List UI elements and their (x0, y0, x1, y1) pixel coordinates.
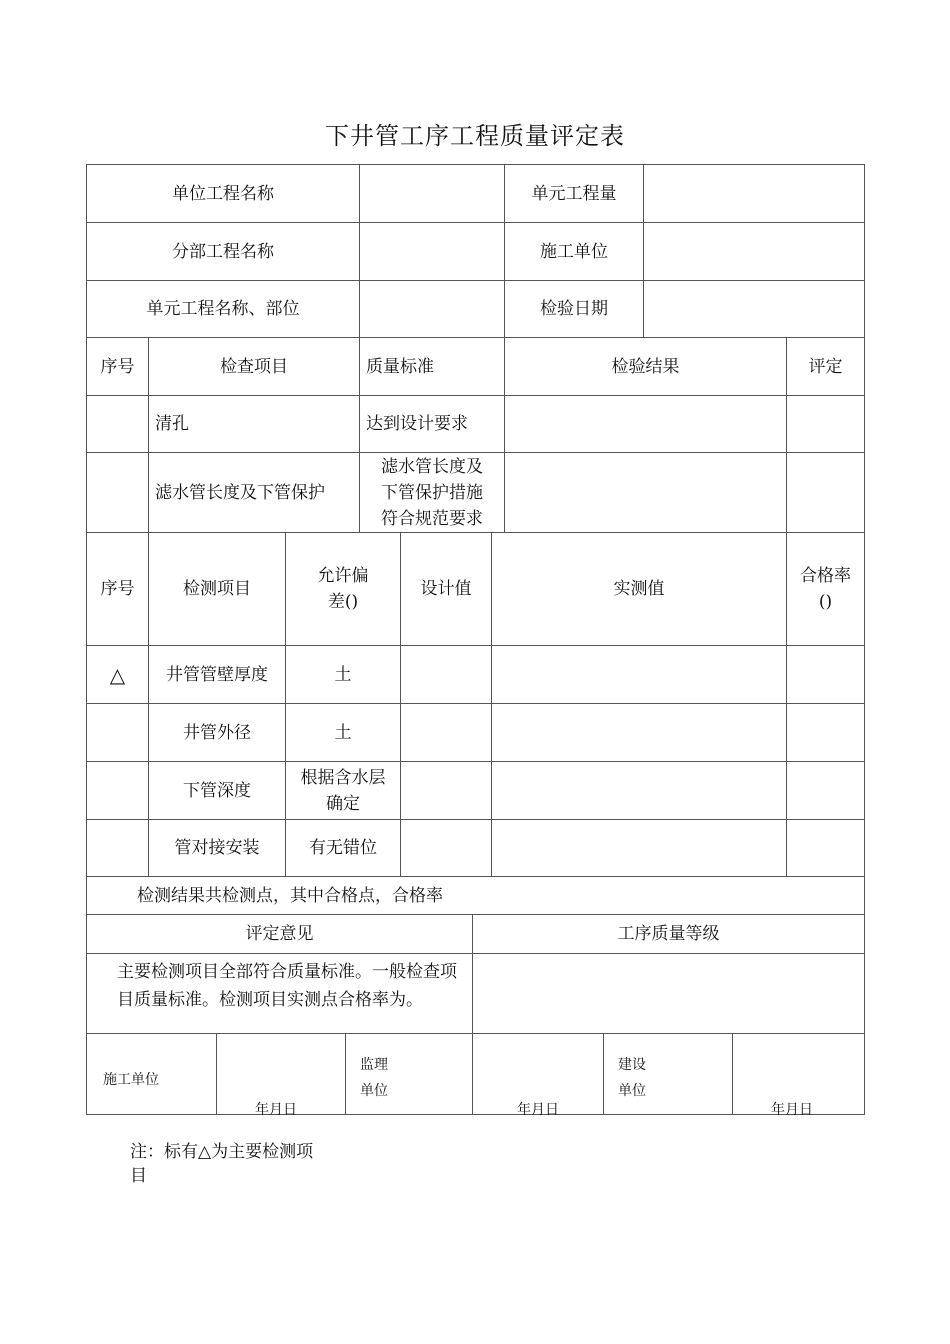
quality-evaluation-table (86, 164, 865, 1118)
value-division-project-name[interactable] (360, 223, 505, 281)
inspection-row-item: 清孔 (149, 396, 360, 453)
measure-row-item: 井管管壁厚度 (149, 646, 286, 704)
measure-header-item: 检测项目 (149, 533, 286, 646)
measure-header-no: 序号 (87, 533, 149, 646)
sign-builder-label-2: 单位 (618, 1083, 646, 1099)
evaluation-opinion-label: 评定意见 (87, 915, 473, 954)
sign-builder-label-1: 建设 (618, 1057, 646, 1073)
label-construction-unit: 施工单位 (505, 223, 644, 281)
inspection-row-rating[interactable] (787, 453, 864, 533)
footnote (130, 1140, 330, 1188)
measure-header-measured: 实测值 (492, 533, 787, 646)
measure-row-design[interactable] (401, 704, 492, 762)
opinion-text: 主要检测项目全部符合质量标准。一般检查项目质量标准。检测项目实测点合格率为。 (117, 962, 457, 1010)
label-division-project-name: 分部工程名称 (87, 223, 360, 281)
footnote-text: 注：标有△为主要检测项目 (130, 1142, 314, 1186)
measure-row-tolerance: 土 (286, 646, 401, 704)
inspection-header-rating: 评定 (787, 338, 864, 396)
inspection-header-result: 检验结果 (505, 338, 787, 396)
measure-header-design: 设计值 (401, 533, 492, 646)
value-construction-unit[interactable] (644, 223, 864, 281)
sign-builder-date: 年月日 (771, 1102, 813, 1118)
sign-supervision-date: 年月日 (517, 1102, 559, 1118)
measure-row-tolerance: 有无错位 (286, 820, 401, 877)
sign-supervision-label-1: 监理 (360, 1057, 388, 1073)
inspection-row-rating[interactable] (787, 396, 864, 453)
value-unit-project-name[interactable] (360, 165, 505, 223)
measure-row-no (87, 762, 149, 820)
measure-row-pass-rate[interactable] (787, 762, 864, 820)
inspection-row-result[interactable] (505, 453, 787, 533)
value-inspection-date[interactable] (644, 281, 864, 338)
value-element-project-name[interactable] (360, 281, 505, 338)
measure-row-no (87, 820, 149, 877)
measure-row-pass-rate[interactable] (787, 820, 864, 877)
inspection-row-standard: 滤水管长度及下管保护措施符合规范要求 (360, 453, 505, 533)
label-unit-project-name: 单位工程名称 (87, 165, 360, 223)
measure-row-tolerance: 根据含水层确定 (286, 762, 401, 820)
measure-row-tolerance: 土 (286, 704, 401, 762)
label-unit-element-quantity: 单元工程量 (505, 165, 644, 223)
measure-row-item: 下管深度 (149, 762, 286, 820)
measure-row-item: 井管外径 (149, 704, 286, 762)
measure-row-item: 管对接安装 (149, 820, 286, 877)
sign-construction-unit-label: 施工单位 (103, 1072, 159, 1088)
measure-row-measured[interactable] (492, 762, 787, 820)
sign-supervision-label-2: 单位 (360, 1083, 388, 1099)
result-summary-line: 检测结果共检测点，其中合格点，合格率 (87, 877, 864, 915)
inspection-row-no (87, 453, 149, 533)
inspection-header-item: 检查项目 (149, 338, 360, 396)
measure-row-measured[interactable] (492, 820, 787, 877)
evaluation-opinion-text (87, 954, 473, 1034)
measure-header-pass-rate: 合格率() (787, 533, 864, 646)
label-element-project-name: 单元工程名称、部位 (87, 281, 360, 338)
process-quality-grade-value[interactable] (473, 954, 864, 1034)
sign-construction-date: 年月日 (255, 1102, 297, 1118)
label-inspection-date: 检验日期 (505, 281, 644, 338)
inspection-row-result[interactable] (505, 396, 787, 453)
value-unit-element-quantity[interactable] (644, 165, 864, 223)
measure-header-tolerance: 允许偏差() (286, 533, 401, 646)
main-item-triangle-icon: △ (87, 646, 149, 704)
inspection-row-standard: 达到设计要求 (360, 396, 505, 453)
sign-builder-label-cell (604, 1034, 733, 1114)
measure-row-design[interactable] (401, 646, 492, 704)
sign-supervision-label-cell (346, 1034, 473, 1114)
measure-row-design[interactable] (401, 820, 492, 877)
inspection-row-item: 滤水管长度及下管保护 (149, 453, 360, 533)
page-title: 下井管工序工程质量评定表 (325, 122, 625, 150)
measure-row-no (87, 704, 149, 762)
process-quality-grade-label: 工序质量等级 (473, 915, 864, 954)
measure-row-pass-rate[interactable] (787, 704, 864, 762)
measure-row-pass-rate[interactable] (787, 646, 864, 704)
inspection-header-no: 序号 (87, 338, 149, 396)
measure-row-design[interactable] (401, 762, 492, 820)
inspection-row-no (87, 396, 149, 453)
measure-row-measured[interactable] (492, 646, 787, 704)
measure-row-measured[interactable] (492, 704, 787, 762)
inspection-header-standard: 质量标准 (360, 338, 505, 396)
